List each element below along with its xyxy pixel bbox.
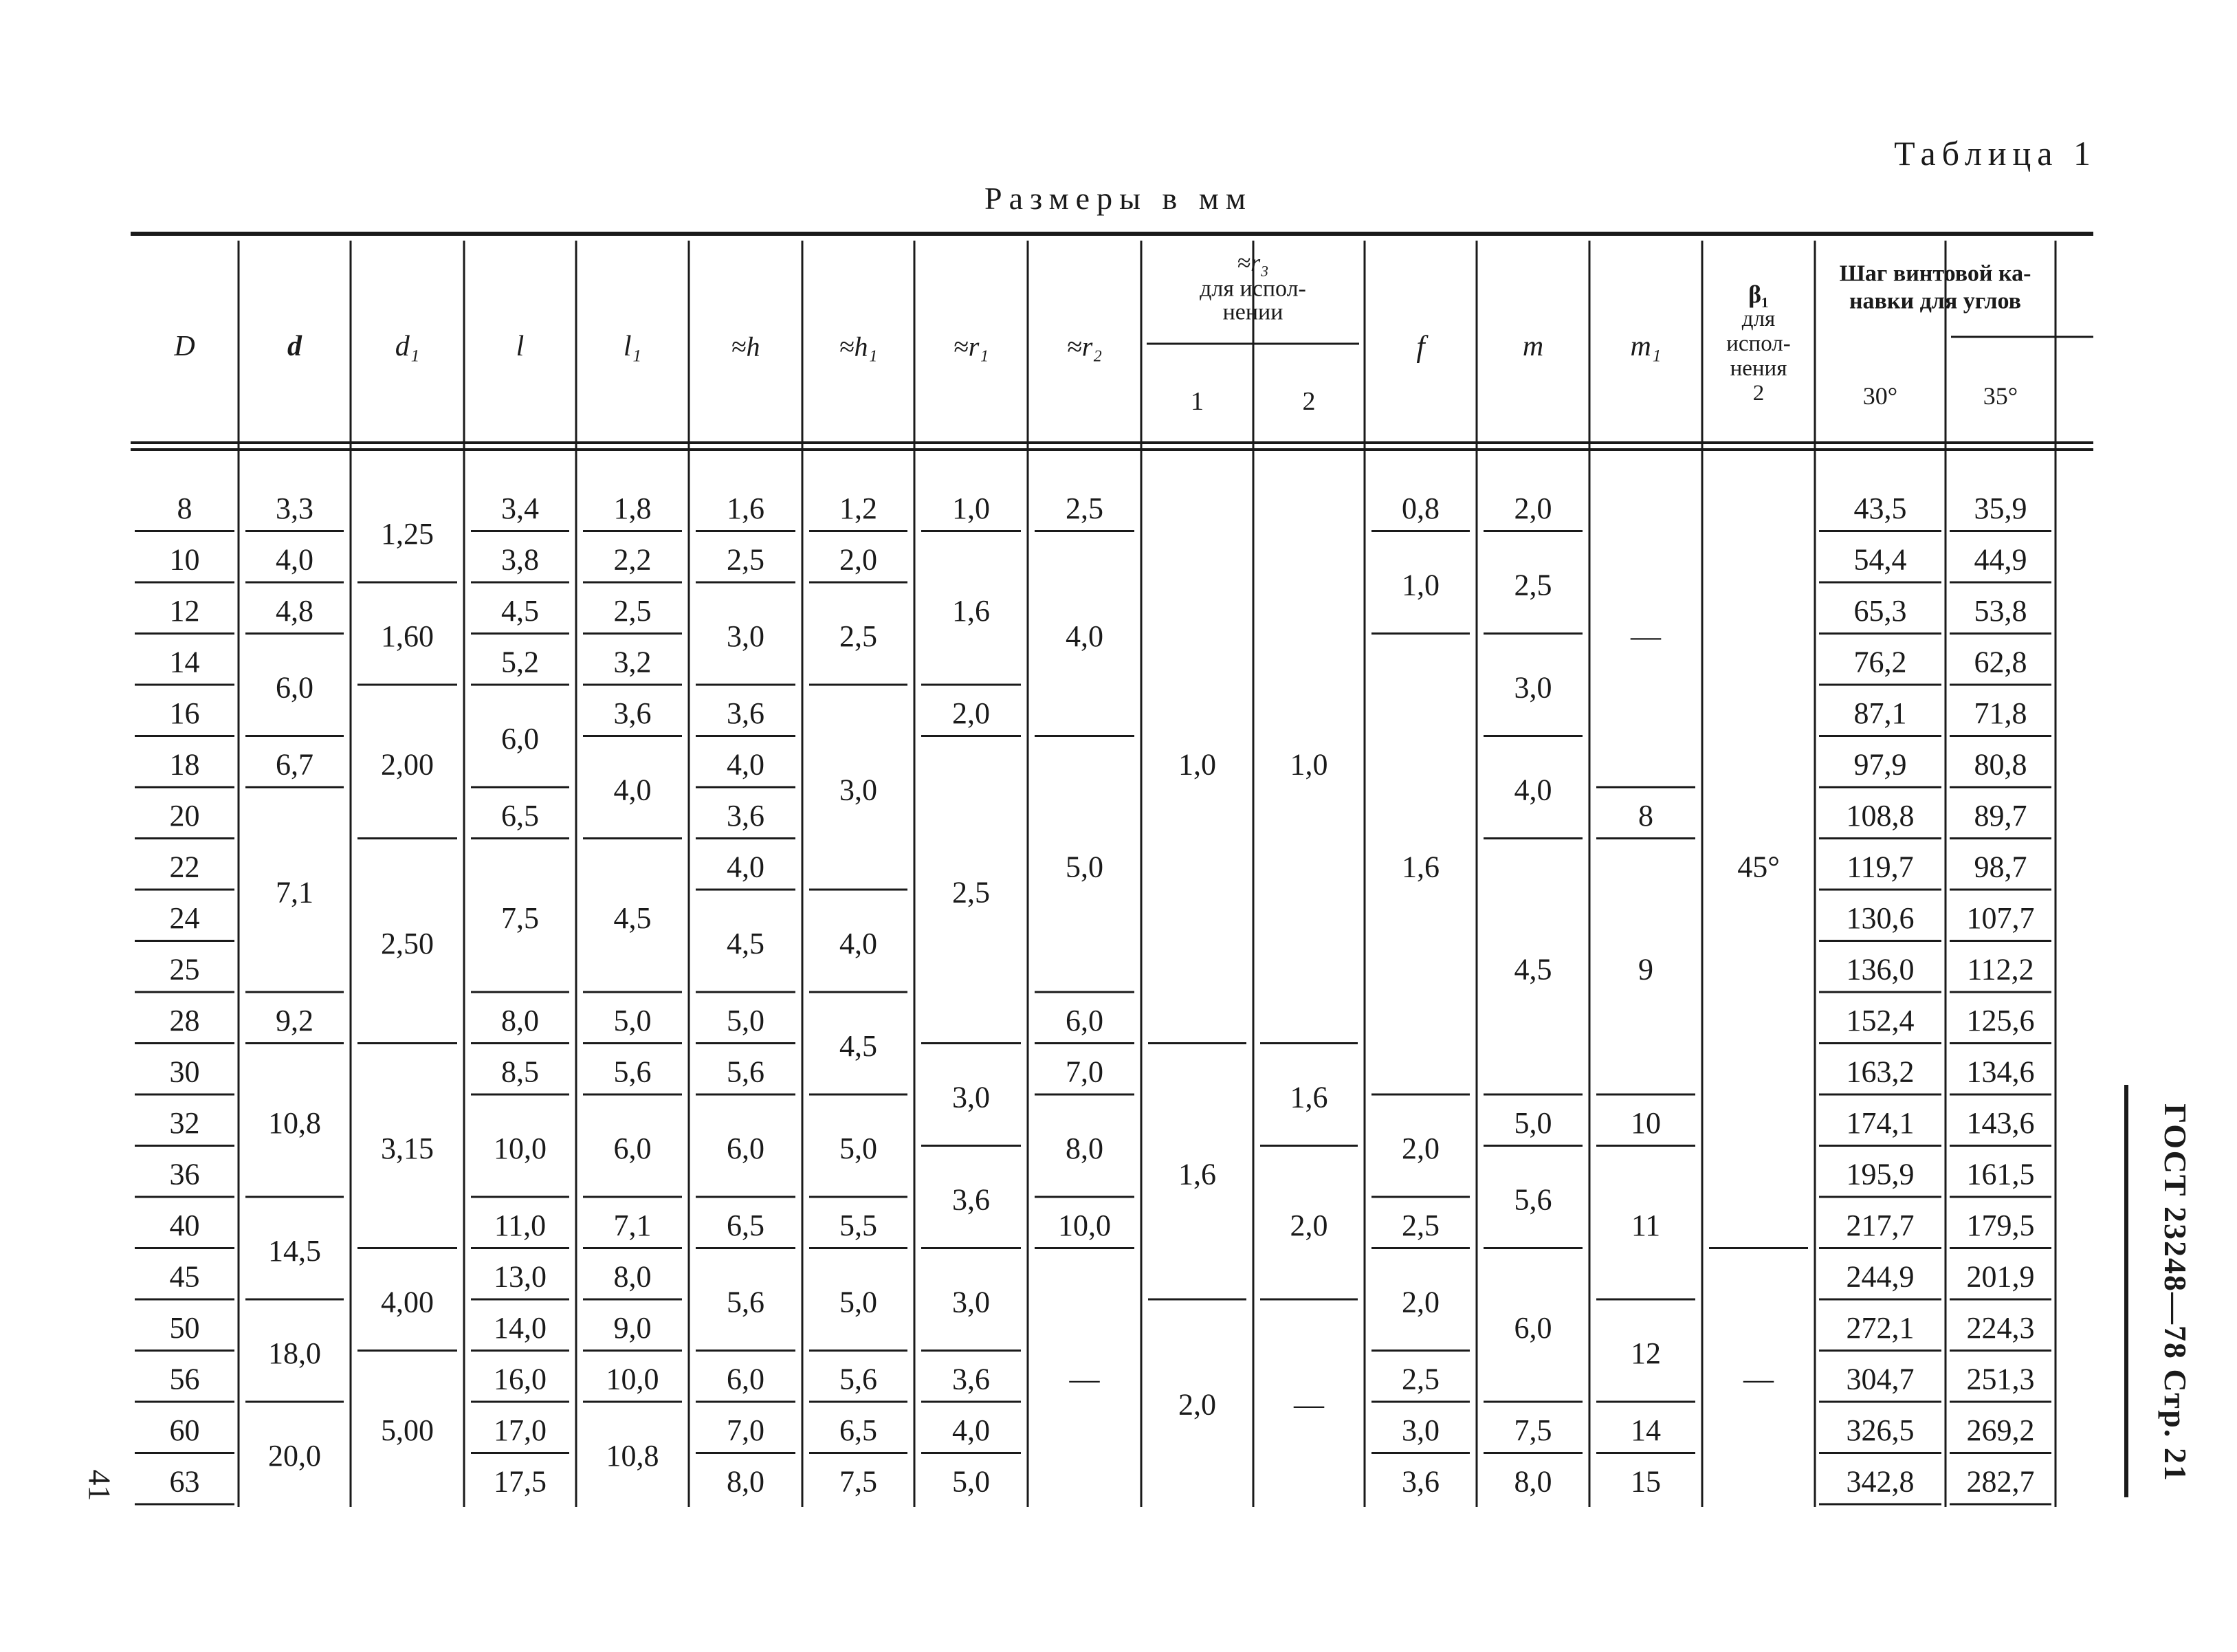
m1-cell: —: [1631, 619, 1661, 653]
D-cell: 30: [169, 1055, 200, 1089]
l1-cell: 5,6: [613, 1055, 652, 1089]
l1-cell: 10,0: [606, 1362, 659, 1396]
h-cell: 1,6: [727, 491, 764, 525]
l-cell: 13,0: [494, 1259, 547, 1294]
l-cell: 11,0: [494, 1208, 547, 1242]
l1-cell: 5,0: [613, 1003, 652, 1037]
f-cell: 2,5: [1402, 1208, 1440, 1242]
D-cell: 8: [177, 491, 192, 525]
r1-cell: 2,5: [952, 875, 990, 910]
l1-cell: 8,0: [613, 1259, 652, 1294]
pitch-35-cell: 89,7: [1974, 798, 2027, 833]
d-cell: 10,8: [268, 1105, 321, 1140]
header-pitch-line2: навки для углов: [1849, 288, 2022, 314]
l1-cell: 7,1: [613, 1208, 652, 1242]
d1-cell: 3,15: [381, 1132, 434, 1165]
l-cell: 17,5: [494, 1464, 547, 1499]
pitch-30-cell: 136,0: [1846, 952, 1915, 987]
pitch-35-cell: 71,8: [1974, 696, 2027, 730]
D-cell: 16: [169, 696, 200, 730]
header-r1: ≈r₁: [953, 331, 989, 362]
l1-cell: 3,6: [613, 696, 652, 730]
pitch-30-cell: 244,9: [1846, 1259, 1915, 1294]
d-cell: 14,5: [268, 1234, 321, 1268]
pitch-35-cell: 80,8: [1974, 747, 2027, 782]
pitch-30-cell: 108,8: [1846, 798, 1915, 833]
h1-cell: 4,0: [839, 927, 877, 960]
D-cell: 28: [169, 1003, 200, 1037]
header-h: ≈h: [731, 331, 760, 362]
pitch-30-cell: 43,5: [1853, 491, 1907, 525]
l-cell: 7,5: [501, 901, 539, 935]
h-cell: 7,0: [727, 1413, 764, 1447]
pitch-35-cell: 53,8: [1974, 593, 2027, 628]
r1-cell: 5,0: [952, 1464, 990, 1499]
page-title: Таблица 1: [1894, 134, 2097, 173]
header-r3-sub1: 1: [1191, 387, 1204, 416]
pitch-35-cell: 161,5: [1966, 1157, 2035, 1191]
D-cell: 32: [169, 1105, 200, 1140]
h1-cell: 5,0: [839, 1285, 877, 1319]
pitch-35-cell: 224,3: [1966, 1310, 2035, 1345]
h1-cell: 2,0: [839, 542, 877, 577]
h-cell: 6,5: [727, 1208, 764, 1242]
l-cell: 3,4: [501, 491, 539, 525]
l-cell: 6,5: [501, 798, 539, 833]
header-beta-line3: испол-: [1726, 331, 1791, 356]
m1-cell: 12: [1631, 1336, 1661, 1370]
header-beta-line2: для: [1741, 307, 1776, 331]
D-cell: 18: [169, 747, 200, 782]
pitch-30-cell: 174,1: [1846, 1105, 1915, 1140]
r1-cell: 2,0: [952, 696, 990, 730]
pitch-35-cell: 44,9: [1974, 542, 2027, 577]
r3_2-cell: 1,6: [1290, 1080, 1328, 1114]
units-caption: Размеры в мм: [984, 181, 1253, 216]
d-cell: 20,0: [268, 1439, 321, 1473]
m1-cell: 15: [1631, 1464, 1661, 1499]
D-cell: 63: [169, 1464, 200, 1499]
f-cell: 0,8: [1402, 491, 1440, 525]
r3_1-cell: 2,0: [1178, 1387, 1216, 1422]
f-cell: 1,6: [1402, 850, 1440, 884]
h-cell: 5,0: [727, 1003, 764, 1037]
m1-cell: 10: [1631, 1105, 1661, 1140]
l1-cell: 9,0: [613, 1310, 652, 1345]
header-beta-line5: 2: [1752, 381, 1765, 406]
d1-cell: 1,60: [381, 619, 434, 653]
m-cell: 2,5: [1514, 568, 1552, 602]
l-cell: 16,0: [494, 1362, 547, 1396]
header-r2: ≈r₂: [1066, 331, 1103, 362]
f-cell: 1,0: [1402, 568, 1440, 602]
document-code: [2135, 1086, 2216, 1499]
r1-cell: 1,6: [952, 593, 990, 628]
pitch-30-cell: 342,8: [1846, 1464, 1915, 1499]
D-cell: 45: [169, 1259, 200, 1294]
h-cell: 4,0: [727, 747, 764, 782]
l-cell: 14,0: [494, 1310, 547, 1345]
h1-cell: 7,5: [839, 1464, 877, 1499]
d-cell: 3,3: [276, 491, 313, 525]
pitch-30-cell: 97,9: [1853, 747, 1907, 782]
m-cell: 4,0: [1514, 773, 1552, 807]
r3_2-cell: 2,0: [1290, 1208, 1328, 1242]
pitch-35-cell: 134,6: [1966, 1055, 2035, 1089]
h1-cell: 3,0: [839, 773, 877, 807]
l-cell: 5,2: [501, 645, 539, 679]
pitch-35-cell: 107,7: [1966, 901, 2035, 935]
m-cell: 4,5: [1514, 952, 1552, 987]
l1-cell: 4,0: [613, 773, 652, 807]
h1-cell: 2,5: [839, 619, 877, 653]
D-cell: 25: [169, 952, 200, 987]
r1-cell: 3,6: [952, 1362, 990, 1396]
d1-cell: 4,00: [381, 1285, 434, 1319]
r1-cell: 1,0: [952, 491, 990, 525]
d1-cell: 2,50: [381, 927, 434, 960]
r2-cell: 4,0: [1066, 619, 1103, 653]
header-pitch-line1: Шаг винтовой ка-: [1839, 261, 2031, 287]
h1-cell: 6,5: [839, 1413, 877, 1447]
r3_2-cell: —: [1294, 1387, 1324, 1422]
l-cell: 3,8: [501, 542, 539, 577]
table-header: [173, 249, 2031, 416]
header-pitch-30: 30°: [1862, 382, 1898, 410]
pitch-35-cell: 98,7: [1974, 850, 2027, 884]
document-code-text: ГОСТ 23248—78 Стр. 21: [2157, 1103, 2193, 1482]
l1-cell: 3,2: [613, 645, 652, 679]
l1-cell: 2,2: [613, 542, 652, 577]
d-cell: 6,7: [276, 747, 313, 782]
header-pitch-35: 35°: [1983, 382, 2018, 410]
pitch-30-cell: 87,1: [1853, 696, 1907, 730]
header-beta: β₁: [1748, 280, 1769, 308]
pitch-35-cell: 282,7: [1966, 1464, 2035, 1499]
d-cell: 4,0: [276, 542, 313, 577]
h-cell: 3,6: [727, 696, 764, 730]
pitch-35-cell: 269,2: [1966, 1413, 2035, 1447]
r2-cell: 7,0: [1066, 1055, 1103, 1089]
h1-cell: 5,6: [839, 1362, 877, 1396]
header-r3-sub2: 2: [1302, 387, 1316, 416]
page-number-text: 41: [82, 1469, 118, 1501]
r1-cell: 3,0: [952, 1285, 990, 1319]
d1-cell: 1,25: [381, 517, 434, 551]
d-cell: 18,0: [268, 1336, 321, 1370]
l1-cell: 1,8: [613, 491, 652, 525]
r3_2-cell: 1,0: [1290, 747, 1328, 782]
r3_1-cell: 1,0: [1178, 747, 1216, 782]
beta-cell: 45°: [1737, 850, 1780, 884]
D-cell: 20: [169, 798, 200, 833]
r2-cell: 2,5: [1066, 491, 1103, 525]
l1-cell: 4,5: [613, 901, 652, 935]
m1-cell: 9: [1638, 952, 1653, 987]
d1-cell: 5,00: [381, 1413, 434, 1447]
pitch-35-cell: 251,3: [1966, 1362, 2035, 1396]
r1-cell: 3,0: [952, 1080, 990, 1114]
h-cell: 6,0: [727, 1362, 764, 1396]
l-cell: 6,0: [501, 722, 539, 756]
header-d: d: [287, 331, 302, 362]
pitch-30-cell: 272,1: [1846, 1310, 1915, 1345]
side-rule: [2124, 1085, 2128, 1497]
m-cell: 6,0: [1514, 1310, 1552, 1345]
l-cell: 10,0: [494, 1132, 547, 1165]
r2-cell: 6,0: [1066, 1003, 1103, 1037]
D-cell: 22: [169, 850, 200, 884]
header-d1: d₁: [395, 331, 420, 362]
header-l: l: [516, 331, 525, 362]
page-number: [79, 1457, 120, 1512]
pitch-30-cell: 119,7: [1847, 850, 1914, 884]
D-cell: 24: [169, 901, 200, 935]
pitch-30-cell: 217,7: [1846, 1208, 1915, 1242]
h-cell: 4,5: [727, 927, 764, 960]
l-cell: 8,0: [501, 1003, 539, 1037]
D-cell: 40: [169, 1208, 200, 1242]
pitch-30-cell: 304,7: [1846, 1362, 1915, 1396]
d-cell: 7,1: [276, 875, 313, 910]
d-cell: 4,8: [276, 593, 313, 628]
l-cell: 17,0: [494, 1413, 547, 1447]
h1-cell: 5,5: [839, 1208, 877, 1242]
table-body: [170, 492, 2035, 1499]
l1-cell: 10,8: [606, 1439, 659, 1473]
pitch-35-cell: 143,6: [1966, 1105, 2035, 1140]
h1-cell: 1,2: [839, 491, 877, 525]
l1-cell: 2,5: [613, 593, 652, 628]
pitch-35-cell: 112,2: [1967, 952, 2034, 987]
D-cell: 10: [169, 542, 200, 577]
D-cell: 14: [169, 645, 200, 679]
header-m1: m₁: [1630, 331, 1662, 362]
h-cell: 6,0: [727, 1132, 764, 1165]
pitch-30-cell: 76,2: [1853, 645, 1907, 679]
D-cell: 50: [169, 1310, 200, 1345]
header-f: f: [1416, 329, 1425, 364]
f-cell: 3,0: [1402, 1413, 1440, 1447]
beta-cell: —: [1743, 1362, 1774, 1396]
h-cell: 3,0: [727, 619, 764, 653]
header-beta-line4: нения: [1730, 356, 1787, 381]
pitch-35-cell: 179,5: [1966, 1208, 2035, 1242]
l-cell: 4,5: [501, 593, 539, 628]
dimensions-table: [131, 228, 2093, 1507]
pitch-30-cell: 152,4: [1846, 1003, 1915, 1037]
m1-cell: 11: [1631, 1208, 1661, 1242]
pitch-35-cell: 35,9: [1974, 491, 2027, 525]
pitch-35-cell: 125,6: [1966, 1003, 2035, 1037]
m1-cell: 8: [1638, 798, 1653, 833]
f-cell: 2,5: [1402, 1362, 1440, 1396]
m-cell: 5,0: [1514, 1105, 1552, 1140]
h-cell: 4,0: [727, 850, 764, 884]
D-cell: 36: [169, 1157, 200, 1191]
D-cell: 60: [169, 1413, 200, 1447]
f-cell: 2,0: [1402, 1285, 1440, 1319]
d-cell: 6,0: [276, 670, 313, 705]
r2-cell: 8,0: [1066, 1132, 1103, 1165]
h-cell: 3,6: [727, 798, 764, 833]
r1-cell: 4,0: [952, 1413, 990, 1447]
pitch-30-cell: 163,2: [1846, 1055, 1915, 1089]
pitch-30-cell: 54,4: [1853, 542, 1907, 577]
h-cell: 2,5: [727, 542, 764, 577]
r1-cell: 3,6: [952, 1182, 990, 1217]
h1-cell: 4,5: [839, 1029, 877, 1063]
pitch-30-cell: 195,9: [1846, 1157, 1915, 1191]
h1-cell: 5,0: [839, 1132, 877, 1165]
m1-cell: 14: [1631, 1413, 1661, 1447]
r3_1-cell: 1,6: [1178, 1157, 1216, 1191]
pitch-30-cell: 130,6: [1846, 901, 1915, 935]
header-r3-line2: для испол-: [1200, 276, 1306, 302]
l1-cell: 6,0: [613, 1132, 652, 1165]
m-cell: 7,5: [1514, 1413, 1552, 1447]
l-cell: 8,5: [501, 1055, 539, 1089]
m-cell: 5,6: [1514, 1182, 1552, 1217]
m-cell: 3,0: [1514, 670, 1552, 705]
h-cell: 5,6: [727, 1055, 764, 1089]
pitch-35-cell: 62,8: [1974, 645, 2027, 679]
d-cell: 9,2: [276, 1003, 313, 1037]
pitch-30-cell: 65,3: [1853, 593, 1907, 628]
h-cell: 5,6: [727, 1285, 764, 1319]
header-m: m: [1522, 331, 1544, 362]
pitch-30-cell: 326,5: [1846, 1413, 1915, 1447]
r2-cell: —: [1069, 1362, 1100, 1396]
f-cell: 2,0: [1402, 1132, 1440, 1165]
D-cell: 12: [169, 593, 200, 628]
D-cell: 56: [169, 1362, 200, 1396]
pitch-35-cell: 201,9: [1966, 1259, 2035, 1294]
h-cell: 8,0: [727, 1464, 764, 1499]
d1-cell: 2,00: [381, 747, 434, 782]
r2-cell: 5,0: [1066, 850, 1103, 884]
header-h1: ≈h₁: [839, 331, 878, 362]
m-cell: 2,0: [1514, 491, 1552, 525]
header-D: D: [174, 331, 195, 362]
header-r3: ≈r₃: [1237, 249, 1269, 276]
header-r3-line3: нении: [1222, 299, 1283, 325]
m-cell: 8,0: [1514, 1464, 1552, 1499]
header-l1: l₁: [623, 331, 642, 362]
f-cell: 3,6: [1402, 1464, 1440, 1499]
r2-cell: 10,0: [1058, 1208, 1111, 1242]
